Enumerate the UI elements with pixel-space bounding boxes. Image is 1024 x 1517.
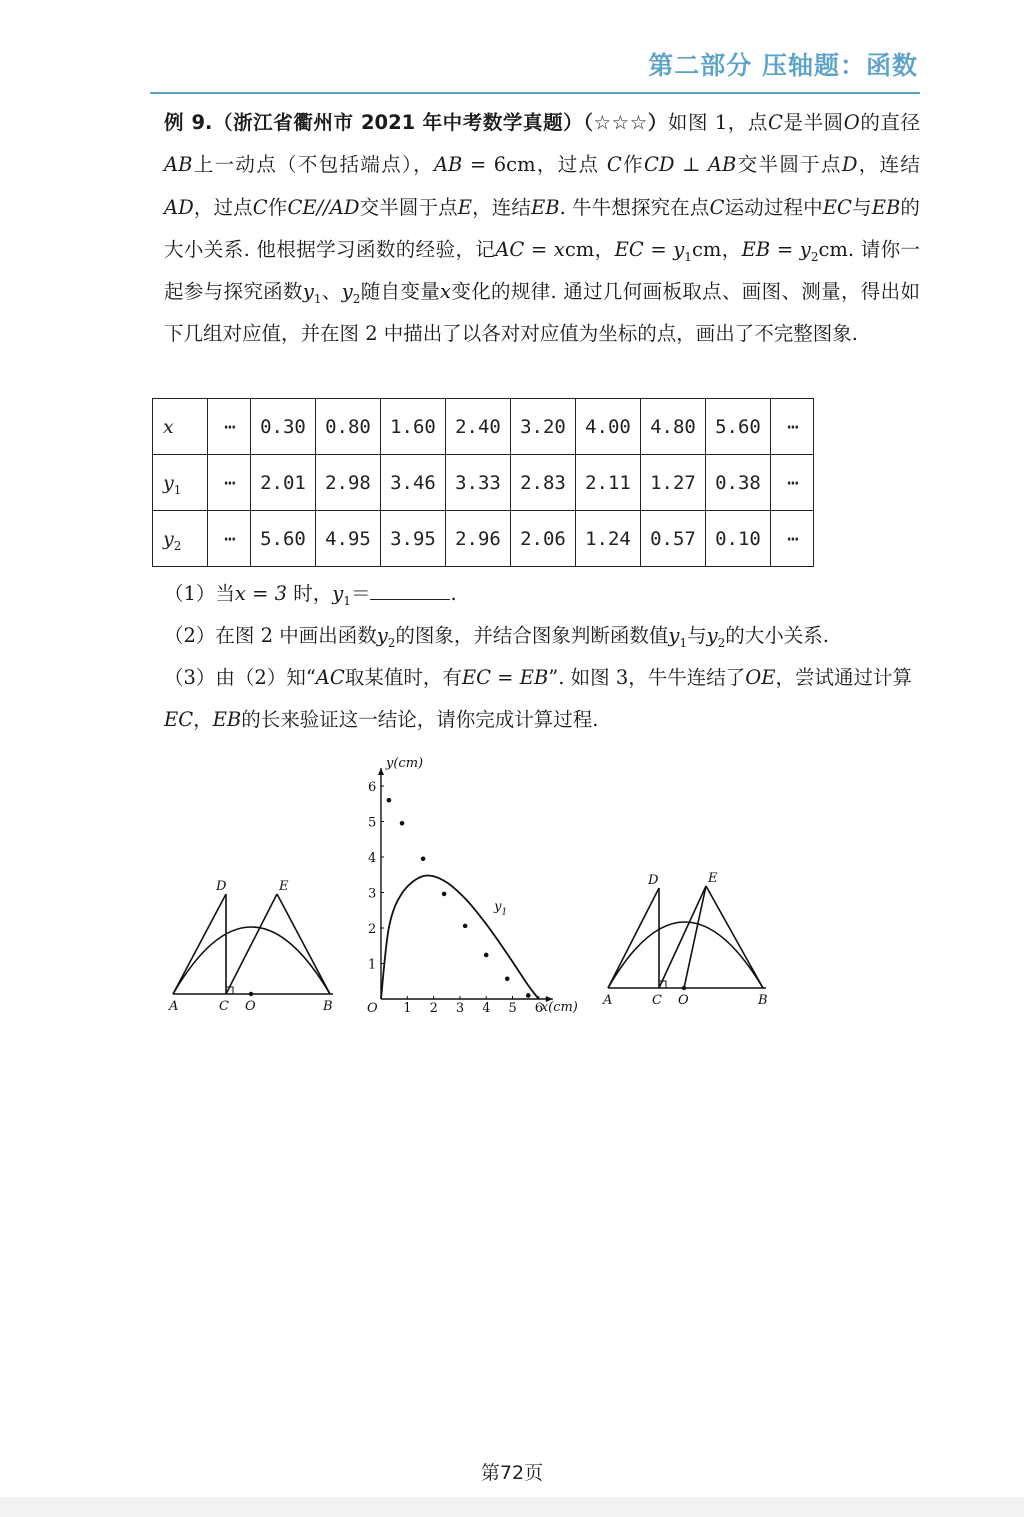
question-text: （3）由（2）知“ (164, 666, 316, 689)
question-text: 与 (687, 624, 707, 647)
math-expr: CD ⊥ AB (643, 153, 737, 177)
header-rule (150, 92, 920, 94)
problem-text: ，连结 (857, 153, 920, 177)
question-text: 取某值时，有 (344, 666, 462, 689)
math-var: C (767, 111, 783, 134)
segment-ce (659, 886, 706, 988)
ellipsis-cell: ⋯ (208, 511, 251, 567)
math-var: EB (531, 195, 560, 219)
problem-text: 的直径 (859, 111, 920, 134)
math-var: EB (212, 708, 242, 731)
table-row (153, 455, 814, 511)
ellipsis-cell: ⋯ (208, 399, 251, 455)
subscript: 1 (684, 249, 692, 264)
question-3 (164, 657, 920, 741)
math-var: E (457, 195, 472, 219)
problem-text: 交半圆于点 (736, 153, 842, 177)
x-tick-label: 1 (403, 1001, 412, 1016)
table-cell: 3.95 (381, 511, 446, 567)
segment-eb (706, 886, 763, 988)
table-cell: 5.60 (251, 511, 316, 567)
label-d: D (216, 879, 227, 894)
curve-label-sub: 1 (501, 907, 508, 918)
figure-2-chart (362, 755, 592, 1020)
table-cell: 0.10 (706, 511, 771, 567)
y2-point (463, 924, 468, 929)
math-expr: EC = y (614, 237, 685, 261)
y-tick-label: 3 (368, 886, 377, 902)
y2-point (442, 892, 447, 897)
math-expr: EC = EB (461, 666, 549, 689)
ellipsis-cell: ⋯ (771, 399, 814, 455)
math-var: y (302, 280, 314, 304)
x-axis-label: x(cm) (540, 1000, 578, 1015)
table-cell: 3.46 (381, 455, 446, 511)
problem-text: cm， (564, 237, 615, 261)
math-expr: AC = x (495, 237, 565, 261)
math-var: y (376, 624, 388, 647)
y2-point (526, 993, 531, 998)
subscript: 2 (810, 249, 819, 264)
table-cell: 0.30 (251, 399, 316, 455)
math-var: EB (871, 195, 901, 219)
y2-point (484, 953, 489, 958)
problem-text: 变化的规律. 通过几何画板取点、画图、测量，得出如下几组对应值，并在图 2 中描出了以各对对应值为坐标的点，画出了不完整图象. (164, 280, 920, 346)
section-title: 第二部分 压轴题：函数 (648, 51, 918, 80)
segment-oe (684, 886, 706, 988)
row-header-sub: 2 (173, 538, 182, 553)
table-row (153, 399, 814, 455)
bottom-band (0, 1497, 1024, 1517)
curve-label-main: y (494, 899, 502, 915)
chart-axes (378, 768, 553, 1002)
chart-points (387, 798, 531, 998)
problem-text: 的大小关系. 他根据学习函数的经验，记 (164, 195, 920, 261)
label-e: E (708, 871, 718, 886)
problem-text: 交半圆于点 (359, 195, 458, 219)
table-cell: 3.33 (446, 455, 511, 511)
math-var: AB (433, 153, 463, 177)
table-cell: 3.20 (511, 399, 576, 455)
semicircle-arc (173, 927, 330, 994)
x-tick-label: 3 (455, 1001, 465, 1016)
question-text: ， (193, 708, 213, 731)
row-header-sub: 1 (173, 482, 182, 497)
problem-lead: 例 9.（浙江省衢州市 2021 年中考数学真题）（☆☆☆） (164, 111, 668, 134)
figure-3-diagram (598, 868, 778, 1013)
segment-eb (277, 894, 330, 994)
table-cell: 0.38 (706, 455, 771, 511)
question-1 (164, 573, 920, 615)
label-b: B (323, 999, 333, 1014)
table-cell: 2.40 (446, 399, 511, 455)
chart-ticks (368, 780, 543, 1016)
subscript: 1 (343, 593, 351, 608)
math-var: AB (164, 153, 193, 177)
table-cell: 5.60 (706, 399, 771, 455)
row-header-var: x (163, 415, 174, 438)
problem-text: . 牛牛想探究在点 (559, 195, 710, 219)
y2-point (387, 798, 392, 803)
center-point (249, 992, 253, 996)
label-a: A (169, 999, 179, 1014)
figure-1 (165, 870, 345, 1015)
table-cell: 2.96 (446, 511, 511, 567)
y1-curve (381, 875, 539, 999)
problem-text: 、 (321, 280, 342, 304)
math-var: EC (164, 708, 194, 731)
row-header (153, 511, 208, 567)
table-cell: 2.01 (251, 455, 316, 511)
problem-text: = 6cm，过点 (462, 153, 607, 177)
question-text: 时， (287, 582, 333, 605)
y-tick-label: 2 (368, 922, 377, 937)
problem-text: cm， (691, 237, 742, 261)
problem-statement (164, 102, 920, 356)
math-expr: CE//AD (287, 195, 360, 219)
problem-text: 随自变量 (360, 280, 441, 304)
y2-point (505, 976, 510, 981)
curve-label (493, 899, 507, 917)
problem-text: ，过点 (193, 195, 253, 219)
segment-ce (226, 894, 277, 994)
table-cell: 2.06 (511, 511, 576, 567)
segment-ad (173, 894, 226, 994)
y-tick-label: 1 (368, 957, 377, 973)
label-a: A (603, 993, 613, 1008)
question-text: 的长来验证这一结论，请你完成计算过程. (241, 708, 599, 731)
label-c: C (652, 993, 662, 1008)
ellipsis-cell: ⋯ (771, 511, 814, 567)
math-var: AC (315, 666, 345, 689)
math-var: AD (164, 195, 194, 219)
question-text: ”. 如图 3，牛牛连结了 (548, 666, 746, 689)
x-tick-label: 4 (482, 1001, 491, 1016)
row-header (153, 455, 208, 511)
ellipsis-cell: ⋯ (771, 455, 814, 511)
y-axis-arrow (378, 768, 384, 775)
answer-blank[interactable] (370, 581, 450, 600)
values-table (152, 398, 814, 567)
y-tick-label: 6 (368, 780, 377, 795)
x-tick-label: 2 (429, 1001, 438, 1016)
math-var: C (606, 153, 622, 177)
table-cell: 4.80 (641, 399, 706, 455)
problem-text: 作 (267, 195, 288, 219)
segment-ad (608, 888, 659, 988)
math-var: x (440, 280, 452, 304)
row-header (153, 399, 208, 455)
table-cell: 0.57 (641, 511, 706, 567)
math-var: OE (745, 666, 776, 689)
page-number: 第72页 (480, 1462, 544, 1484)
math-var: y (668, 624, 680, 647)
label-o: O (245, 999, 256, 1014)
subscript: 1 (679, 635, 688, 650)
table-cell: 2.98 (316, 455, 381, 511)
table-cell: 4.95 (316, 511, 381, 567)
problem-text: cm. 请你一起参与探究函数 (164, 237, 920, 304)
question-text: （1）当 (164, 582, 235, 605)
question-2 (164, 615, 920, 657)
question-text: . (450, 582, 457, 605)
function-chart (362, 755, 592, 1020)
problem-text: 与 (851, 195, 872, 219)
table-cell: 0.80 (316, 399, 381, 455)
figure-3 (598, 868, 778, 1013)
question-text: 的大小关系. (725, 624, 829, 647)
subscript: 2 (387, 635, 396, 650)
math-var: C (252, 195, 268, 219)
table-cell: 2.83 (511, 455, 576, 511)
math-expr: x = 3 (234, 582, 288, 605)
label-c: C (219, 999, 229, 1014)
table-cell: 4.00 (576, 399, 641, 455)
label-o: O (678, 993, 689, 1008)
figure-1-diagram (165, 870, 345, 1015)
x-tick-label: 5 (508, 1001, 517, 1016)
ellipsis-cell: ⋯ (208, 455, 251, 511)
question-text: 的图象，并结合图象判断函数值 (395, 624, 669, 647)
row-header-var: y (163, 527, 174, 550)
table-cell: 1.60 (381, 399, 446, 455)
problem-text: 是半圆 (782, 111, 844, 134)
y-axis-label: y(cm) (386, 756, 424, 771)
math-var: y (341, 280, 353, 304)
subscript: 1 (313, 292, 322, 307)
problem-text: 作 (621, 153, 644, 177)
y2-point (421, 856, 426, 861)
label-e: E (279, 879, 289, 894)
x-tick-label: 6 (534, 1001, 544, 1016)
problem-text: 上一动点（不包括端点）， (192, 153, 434, 177)
row-header-var: y (163, 471, 174, 494)
y-tick-label: 5 (368, 815, 377, 831)
math-var: EC (822, 195, 852, 219)
question-text: ，尝试通过计算 (775, 666, 913, 689)
problem-text: 运动过程中 (724, 195, 823, 219)
math-var: y (706, 624, 718, 647)
center-point (682, 986, 686, 990)
problem-text: 如图 1，点 (667, 111, 768, 134)
problem-text: ，连结 (472, 195, 532, 219)
table-cell: 2.11 (576, 455, 641, 511)
table-cell: 1.27 (641, 455, 706, 511)
table-cell: 1.24 (576, 511, 641, 567)
y-tick-label: 4 (368, 851, 377, 866)
math-var: O (843, 111, 860, 134)
math-var: C (709, 195, 725, 219)
subscript: 2 (717, 635, 726, 650)
table-row (153, 511, 814, 567)
question-text: ＝ (350, 582, 371, 605)
question-text: （2）在图 2 中画出函数 (164, 624, 377, 647)
y2-point (400, 821, 405, 826)
label-b: B (758, 993, 768, 1008)
subscript: 2 (352, 292, 361, 307)
label-d: D (648, 873, 659, 888)
math-var: D (841, 153, 858, 177)
math-var: y (332, 582, 344, 605)
origin-label: O (367, 1001, 378, 1016)
math-expr: EB = y (741, 237, 811, 261)
